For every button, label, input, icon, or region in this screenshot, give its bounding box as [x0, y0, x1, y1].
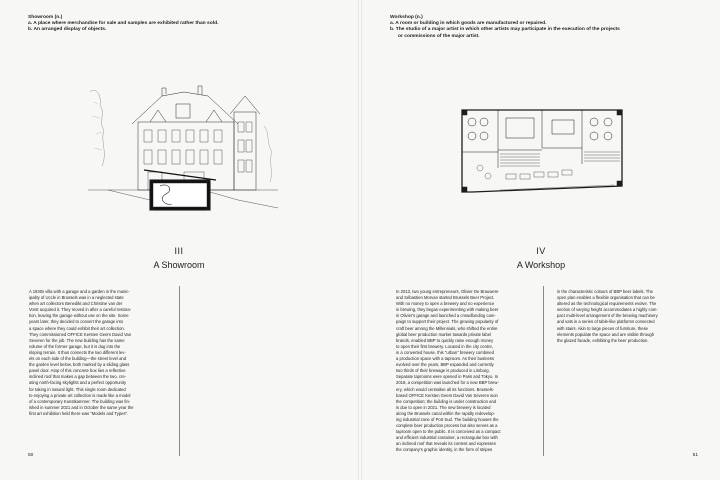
- definition-line-a: a. A room or building in which goods are manufactured or repaired.: [390, 21, 547, 27]
- workshop-floor-plan-drawing: [460, 108, 624, 194]
- right-page: [362, 0, 720, 480]
- definition-line-b: b. The studio of a major artist in which other artists may participate in the execution of the projects: [390, 27, 620, 33]
- column-rule: [543, 286, 544, 456]
- chapter-title: A Workshop: [516, 260, 566, 270]
- definition-line-a: a. A place where merchandise for sale and samples are exhibited rather than sold.: [28, 21, 219, 27]
- page-number: 50: [28, 453, 34, 458]
- left-page: [0, 0, 358, 480]
- showroom-definition: [28, 15, 328, 34]
- workshop-body-text-col2: in the characteristic colours of BBP beer labels. The open plan enables a flexible organisation that can be altered as the technological requirements evolve. The section of varying height accommodates a highly com- pact multi-level arrangement of the brewing machinery and vats in a series of table-like platforms connected with stairs. Akin to large pieces of furniture, these elements populate the space and are visible through the glazed facade, exhibiting the beer production.: [557, 289, 658, 343]
- page-number: 51: [692, 453, 698, 458]
- chapter-number: III: [174, 246, 184, 256]
- showroom-villa-elevation-drawing: [88, 82, 278, 224]
- chapter-title: A Showroom: [153, 260, 205, 270]
- workshop-definition: [390, 15, 700, 40]
- definition-term: Showroom (n.): [28, 15, 63, 20]
- chapter-number: IV: [536, 246, 546, 256]
- showroom-body-text: A 1930s villa with a garage and a garden in the munic- ipality of Uccle in Brussels was in a neglected state when art collectors Benedikt and Christine van der Vorst acquired it. They moved in after a careful restora- tion, leaving the garage without use on the site. Some years later, they decided to convert the garage into a space where they could exhibit their art collection. They commissioned OFFICE Kersten Geers David Van Severen for the job. The new building has the same volume of the former garage, but it is dug into the sloping terrain. It thus connects the two different lev- els on each side of the building—the street level and the garden level below, both marked by a sliding glass panel door. Atop of this concrete box lies a reflective inclined roof that makes a gap between the two, cre- ating north-facing skylights and a perfect opportunity for taking in natural light. This single room dedicated to enjoying a private art collection is made like a model of a contemporary Kunstkammer. The building was fin- ished in summer 2021 and in October the same year the first art exhibition held there was "Models and Types".: [29, 289, 134, 416]
- definition-term: Workshop (n.): [390, 15, 423, 20]
- column-rule: [179, 286, 180, 456]
- definition-line-b: b. An arranged display of objects.: [28, 27, 107, 33]
- workshop-body-text-col1: In 2013, two young entrepreneurs, Olivier De Brauwere and Sébastien Morvan started Brussels Beer Project. With no money to open a brewery and no experience in brewing, they began experimenting with making beer in Olivier's garage and launched a crowdfunding cam- paign to support their project. The growing popularity of craft beer among the Millennials, who shifted the entire global beer production market towards private label brands, enabled BBP to quickly raise enough money to open their first brewery. Located in the city centre, in a converted house, this "urban" brewery combined a production space with a taproom. As their business evolved over the years, BBP expanded and currently two thirds of their brewage is produced in Limburg. Separate taprooms were opened in Paris and Tokyo. In 2018, a competition was launched for a new BBP brew- ery, which would centralise all its functions. Brussels- based OFFICE Kersten Geers David Van Severen won the competition; the building is under construction and is due to open in 2021. The new brewery is located along the Brussels canal within the rapidly redevelop- ing industrial zone of Port Sud. The building houses the complete beer production process but also serves as a taproom open to the public. It is conceived as a compact and efficient industrial container, a rectangular box with an inclined roof that reveals its content and expresses the company's graphic identity, in the form of stripes: [396, 289, 501, 453]
- definition-line-b-cont: or commissions of the major artist.: [398, 33, 480, 39]
